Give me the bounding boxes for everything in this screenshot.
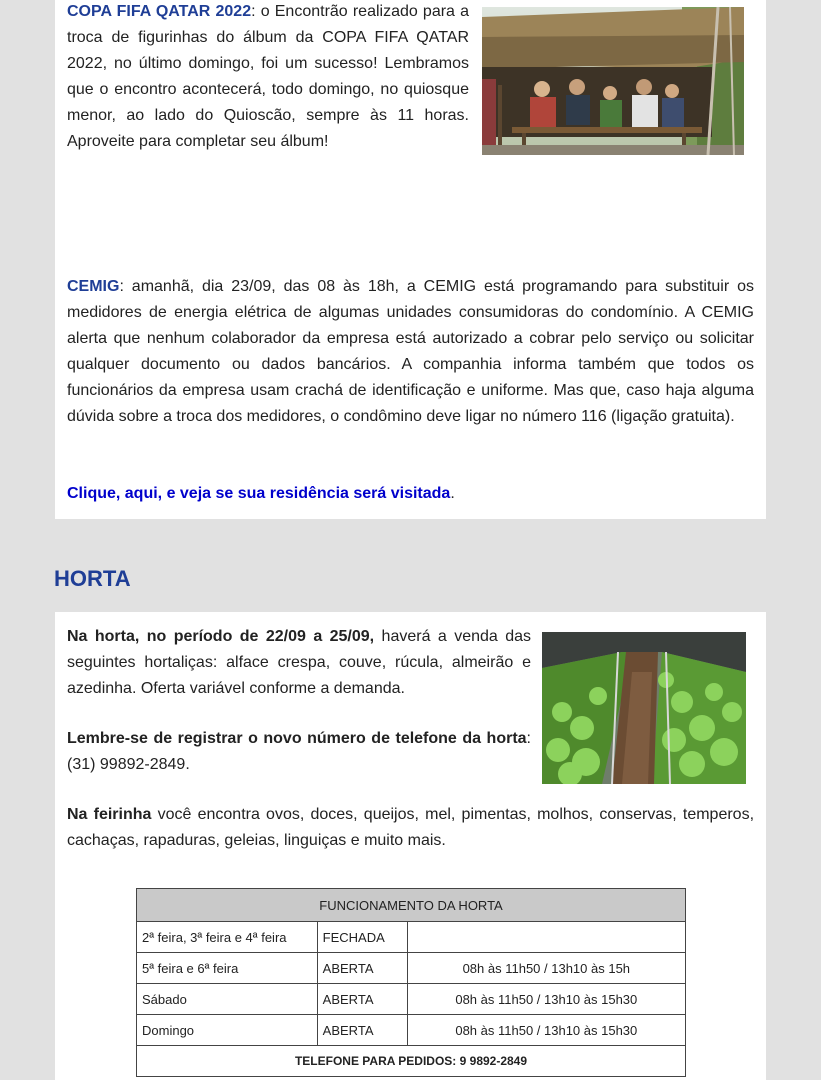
schedule-hours [407, 922, 685, 953]
schedule-header: FUNCIONAMENTO DA HORTA [137, 889, 686, 922]
schedule-hours: 08h às 11h50 / 13h10 às 15h30 [407, 1015, 685, 1046]
schedule-status: ABERTA [317, 953, 407, 984]
news-card-top [55, 0, 766, 519]
schedule-status: FECHADA [317, 922, 407, 953]
schedule-hours: 08h às 11h50 / 13h10 às 15h [407, 953, 685, 984]
horta-produce-text: haverá a venda das seguintes hortaliças: alface crespa, couve, rúcula, almeirão e azedinha. Oferta variável conforme a demanda. [67, 628, 531, 697]
schedule-status: ABERTA [317, 1015, 407, 1046]
copa-kiosk-photo [482, 7, 744, 155]
horta-phone-reminder: Lembre-se de registrar o novo número de telefone da horta [67, 730, 527, 747]
section-title-horta: HORTA [54, 566, 131, 591]
copa-title: COPA FIFA QATAR 2022 [67, 3, 252, 20]
schedule-status: ABERTA [317, 984, 407, 1015]
order-phone: TELEFONE PARA PEDIDOS: 9 9892-2849 [137, 1046, 686, 1077]
cemig-paragraph [67, 274, 754, 430]
horta-paragraph-3 [67, 802, 754, 854]
cemig-link-suffix: . [450, 485, 455, 502]
schedule-days: Domingo [137, 1015, 318, 1046]
horta-paragraph-2 [67, 726, 531, 778]
schedule-days: Sábado [137, 984, 318, 1015]
schedule-days: 5ª feira e 6ª feira [137, 953, 318, 984]
cemig-text: : amanhã, dia 23/09, das 08 às 18h, a CEMIG está programando para substituir os medidores de energia elétrica de algumas unidades consumidoras do condomínio. A CEMIG alerta que nenhum colaborador da empresa está autorizado a cobrar pelo serviço ou solicitar qualquer documento ou dados bancários. A companhia informa também que todos os funcionários da empresa usam crachá de identificação e uniforme. Mas que, caso haja alguma dúvida sobre a troca dos medidores, o condômino deve ligar no número 116 (ligação gratuita). [67, 278, 754, 425]
greenhouse-photo [542, 632, 746, 784]
copa-text: : o Encontrão realizado para a troca de figurinhas do álbum da COPA FIFA QATAR 2022, no último domingo, foi um sucesso! Lembramos que o encontro acontecerá, todo domingo, no quiosque menor, ao lado do Quioscão, sempre às 11 horas. Aproveite para completar seu álbum! [67, 3, 470, 150]
table-header-row [137, 889, 686, 922]
schedule-days: 2ª feira, 3ª feira e 4ª feira [137, 922, 318, 953]
horta-phone-number: : (31) 99892-2849. [67, 730, 531, 773]
feirinha-label: Na feirinha [67, 806, 152, 823]
horta-dates: Na horta, no período de 22/09 a 25/09, [67, 628, 375, 645]
copa-paragraph [67, 0, 469, 155]
schedule-hours: 08h às 11h50 / 13h10 às 15h30 [407, 984, 685, 1015]
horta-schedule-table [136, 888, 686, 1077]
cemig-link-paragraph [67, 481, 754, 507]
table-footer-row [137, 1046, 686, 1077]
table-row [137, 922, 686, 953]
table-row [137, 1015, 686, 1046]
cemig-visit-link[interactable]: Clique, aqui, e veja se sua residência será visitada [67, 485, 451, 502]
cemig-title: CEMIG [67, 278, 120, 295]
table-row [137, 953, 686, 984]
horta-paragraph-1 [67, 624, 531, 702]
feirinha-products-text: você encontra ovos, doces, queijos, mel, pimentas, molhos, conservas, temperos, cachaças, rapaduras, geleias, linguiças e muito mais. [67, 806, 755, 849]
table-row [137, 984, 686, 1015]
